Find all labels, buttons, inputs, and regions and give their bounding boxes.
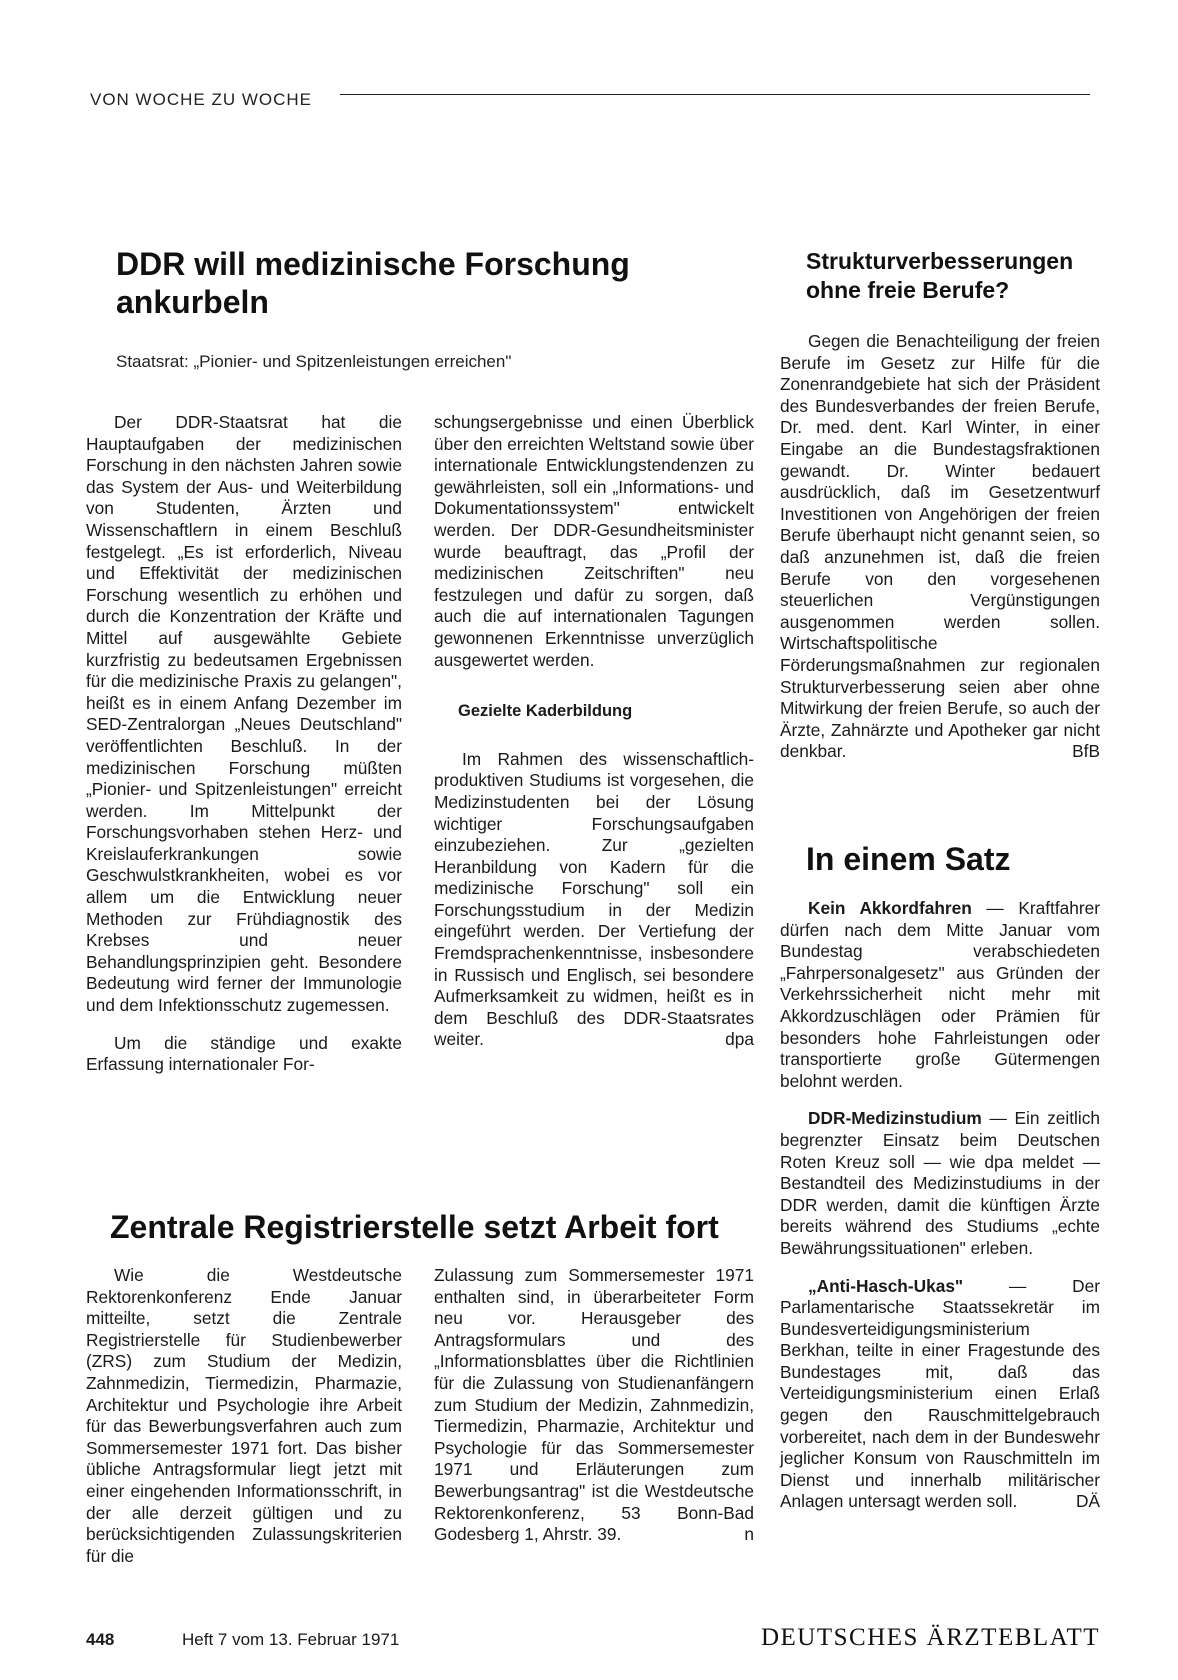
news-item: Kein Akkordfahren — Kraftfahrer dürfen nach dem Mitte Januar vom Bundestag verabschiedeten „Fahrpersonalgesetz" aus Gründen der Verkehrssicherheit nicht mehr mit Akkordzuschlägen oder Prämien für besonders hohe Fahrleistungen oder transportierte große Gütermengen belohnt werden.	[780, 898, 1100, 1091]
paragraph: Der DDR-Staatsrat hat die Hauptaufgaben der medizinischen Forschung in den nächsten Jahren sowie das System der Aus- und Weiterbildung von Studenten, Ärzten und Wissenschaftlern in einem Beschluß festgelegt. „Es ist erforderlich, Niveau und Effektivität der medizinischen Forschung wesentlich zu erhöhen und durch die Konzentration der Kräfte und Mittel auf ausgewählte Gebiete kurzfristig zu bedeutsamen Ergebnissen für die medizinische Praxis zu gelangen", heißt es in einem Anfang Dezember im SED-Zentralorgan „Neues Deutschland" veröffentlichten Beschluß. In der medizinischen Forschung müßten „Pionier- und Spitzenleistungen" erreicht werden. Im Mittelpunkt der Forschungsvorhaben stehen Herz- und Kreislauferkrankungen sowie Geschwulstkrankheiten, wobei es vor allem um die Entwicklung neuer Methoden zur Frühdiagnostik des Krebses und neuer Behandlungsprinzipien geht. Besondere Bedeutung wird ferner der Immunologie und dem Infektionsschutz zugemessen.	[86, 412, 402, 1016]
page-number: 448	[86, 1630, 115, 1649]
paragraph: Um die ständige und exakte Erfassung internationaler For-	[86, 1032, 402, 1075]
article-strukturverbesserungen-body	[780, 331, 1100, 763]
issue-info: Heft 7 vom 13. Februar 1971	[182, 1630, 400, 1649]
article-in-einem-satz-body	[780, 898, 1100, 1513]
paragraph: Zulassung zum Sommersemester 1971 enthalten sind, in überarbeiteter Form neu vor. Herausgeber des Antragsformulars und des „Informationsblattes über die Richtlinien für die Zulassung von Studienanfängern zum Studium der Medizin, Zahnmedizin, Tiermedizin, Pharmazie, Architektur und Psychologie für das Sommersemester 1971 und Erläuterungen zum Bewerbungsantrag" ist die Westdeutsche Rektorenkonferenz, 53 Bonn-Bad Godesberg 1, Ahrstr. 39. n	[434, 1265, 754, 1545]
paragraph: Wie die Westdeutsche Rektorenkonferenz Ende Januar mitteilte, setzt die Zentrale Registrierstelle für Studienbewerber (ZRS) zum Studium der Medizin, Zahnmedizin, Tiermedizin, Pharmazie, Architektur und Psychologie ihre Arbeit für das Bewerbungsverfahren auch zum Sommersemester 1971 fort. Das bisher übliche Antragsformular liegt jetzt mit einer eingehenden Informationsschrift, in der alle derzeit gültigen und zu berücksichtigenden Zulassungskriterien für die	[86, 1265, 402, 1566]
author-signature: BfB	[1072, 741, 1100, 762]
news-item-label: „Anti-Hasch-Ukas"	[808, 1275, 964, 1296]
article-ddr-column-1	[86, 412, 402, 1076]
author-signature: dpa	[725, 1029, 754, 1050]
section-header: VON WOCHE ZU WOCHE	[90, 90, 312, 109]
news-item-label: Kein Akkordfahren	[808, 898, 972, 918]
paragraph: Im Rahmen des wissenschaftlich-produktiven Studiums ist vorgesehen, die Medizinstudenten bei der Lösung wichtiger Forschungsaufgaben einzubeziehen. Zur „gezielten Heranbildung von Kadern für die medizinische Forschung" soll ein Forschungsstudium in der Medizin eingeführt werden. Der Vertiefung der Fremdsprachenkenntnisse, insbesondere in Russisch und Englisch, sei besondere Aufmerksamkeit zu widmen, heißt es in dem Beschluß des DDR-Staatsrates weiter. dpa	[434, 748, 754, 1050]
article-registrierstelle-column-1	[86, 1265, 402, 1567]
news-item: „Anti-Hasch-Ukas" — Der Parlamentarische Staatssekretär im Bundesverteidigungsministerium Berkhan, teilte in einer Fragestunde des Bundestages mit, daß das Verteidigungsministerium einen Erlaß gegen den Rauschmittelgebrauch vorbereitet, nach dem in der Bundeswehr jeglicher Konsum von Rauschmitteln im Dienst und innerhalb militärischer Anlagen untersagt werden soll. DÄ	[780, 1275, 1100, 1512]
article-ddr-column-2	[434, 412, 754, 1051]
article-subtitle-ddr-forschung: Staatsrat: „Pionier- und Spitzenleistungen erreichen"	[116, 352, 512, 371]
article-registrierstelle-column-2	[434, 1265, 754, 1546]
article-title-in-einem-satz: In einem Satz	[806, 841, 1011, 877]
article-title-registrierstelle: Zentrale Registrierstelle setzt Arbeit fort	[110, 1209, 719, 1245]
article-title-ddr-forschung: DDR will medizinische Forschung ankurbeln	[116, 246, 630, 321]
header-rule	[340, 94, 1090, 95]
paragraph: Gegen die Benachteiligung der freien Berufe im Gesetz zur Hilfe für die Zonenrandgebiete hat sich der Präsident des Bundesverbandes der freien Berufe, Dr. med. dent. Karl Winter, in einer Eingabe an die Bundestagsfraktionen gewandt. Dr. Winter bedauert ausdrücklich, daß im Gesetzentwurf Investitionen von Angehörigen der freien Berufe überhaupt nicht genannt seien, so daß anzunehmen ist, daß die freien Berufe von den vorgesehenen steuerlichen Vergünstigungen ausgenommen werden sollen. Wirtschaftspolitische Förderungsmaßnahmen zur regionalen Strukturverbesserung seien aber ohne Mitwirkung der freien Berufe, so auch der Ärzte, Zahnärzte und Apotheker gar nicht denkbar. BfB	[780, 331, 1100, 762]
news-item-label: DDR-Medizinstudium	[808, 1108, 982, 1129]
news-item: DDR-Medizinstudium — Ein zeitlich begrenzter Einsatz beim Deutschen Roten Kreuz soll — wie dpa meldet — Bestandteil des Medizinstudiums in der DDR werden, damit die künftigen Ärzte bereits während des Studiums „echte Bewährungssituationen" erleben.	[780, 1108, 1100, 1258]
paragraph: schungsergebnisse und einen Überblick über den erreichten Weltstand sowie über internationale Entwicklungstendenzen zu gewährleisten, soll ein „Informations- und Dokumentationssystem" entwickelt werden. Der DDR-Gesundheitsminister wurde beauftragt, das „Profil der medizinischen Zeitschriften" neu festzulegen und dafür zu sorgen, daß auch die auf internationalen Tagungen gewonnenen Erkenntnisse unverzüglich ausgewertet werden.	[434, 412, 754, 670]
article-title-strukturverbesserungen: Strukturverbesserungen ohne freie Berufe?	[806, 248, 1074, 303]
publication-name: DEUTSCHES ÄRZTEBLATT	[760, 1624, 1100, 1651]
author-signature: DÄ	[1075, 1491, 1100, 1512]
author-signature: n	[744, 1524, 754, 1545]
subheading-kaderbildung: Gezielte Kaderbildung	[458, 702, 633, 721]
